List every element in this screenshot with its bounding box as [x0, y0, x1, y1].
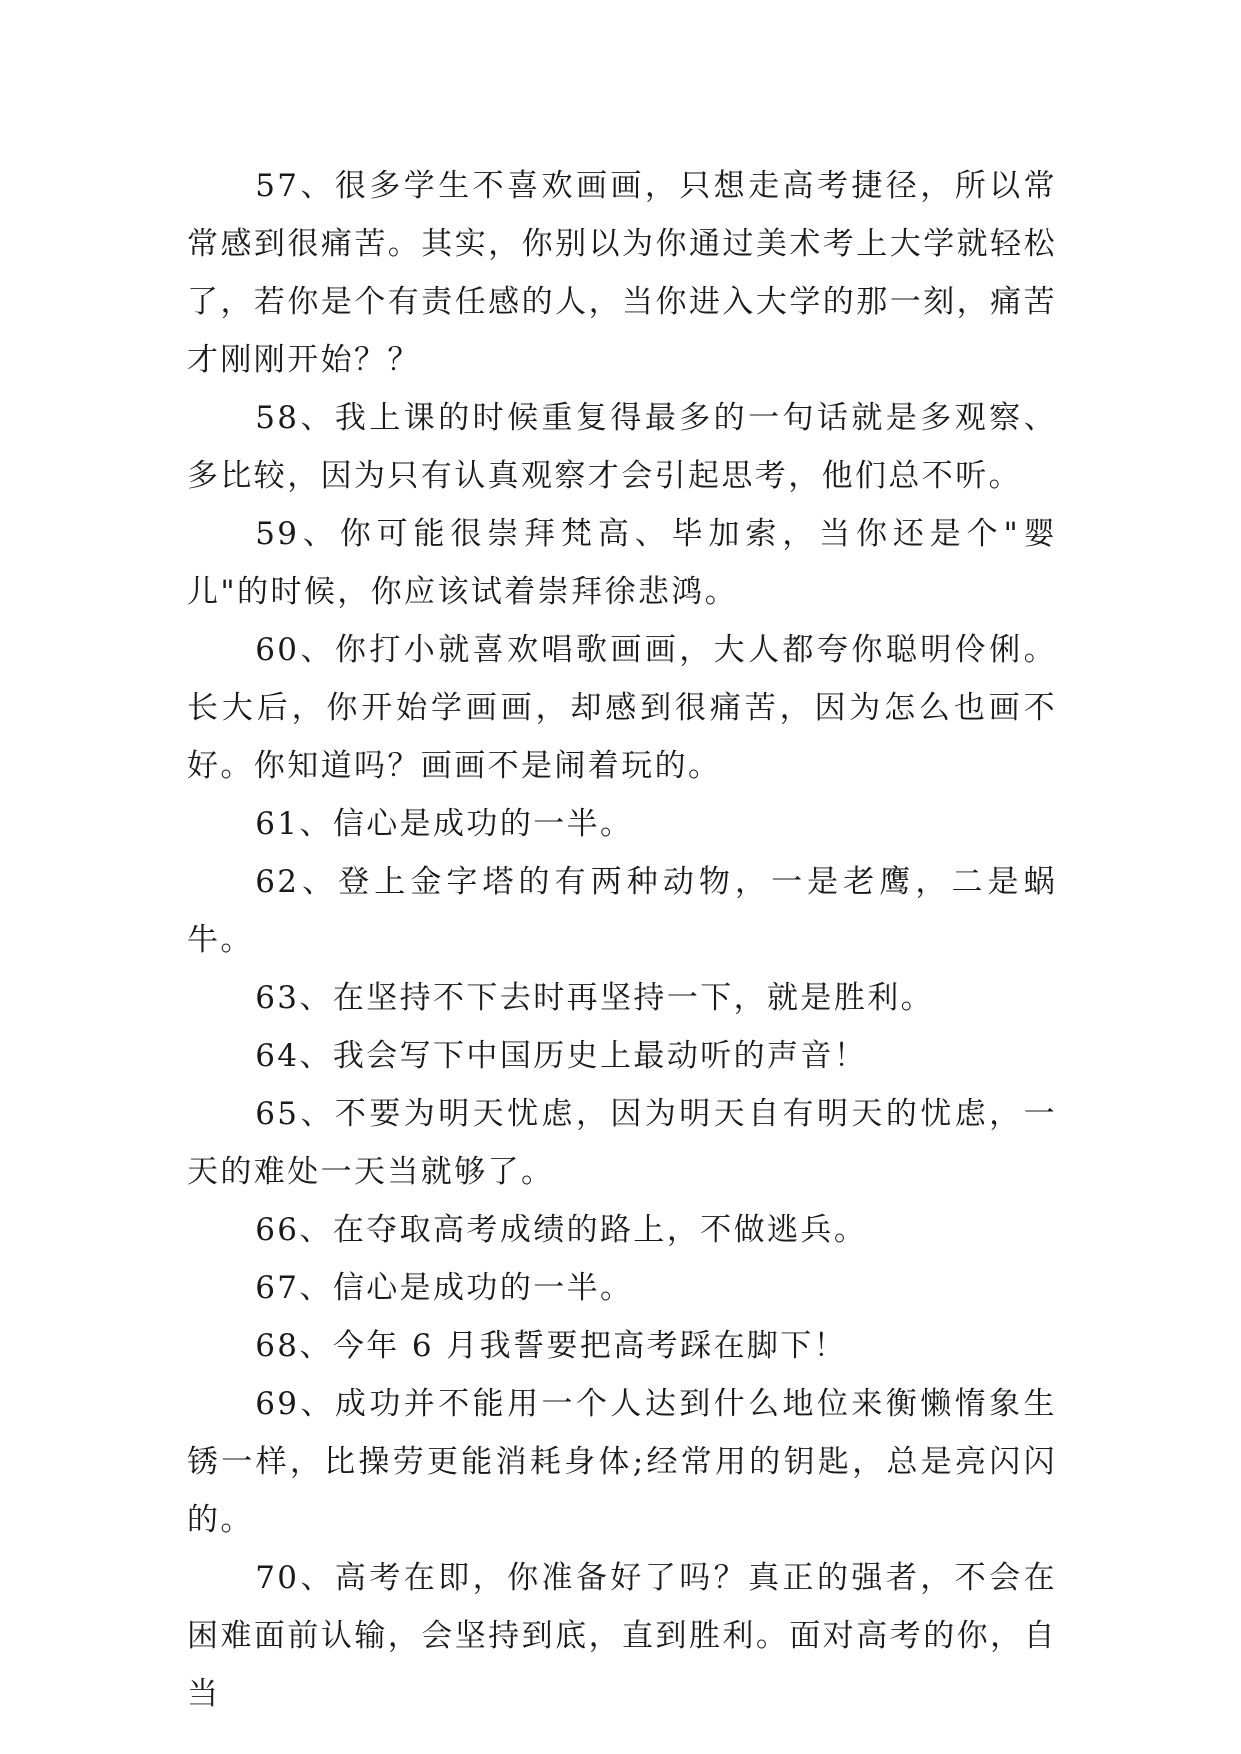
paragraph-63: 63、在坚持不下去时再坚持一下，就是胜利。	[255, 980, 935, 1016]
paragraph-64: 64、我会写下中国历史上最动听的声音！	[255, 1038, 868, 1074]
paragraph-58: 58、我上课的时候重复得最多的一句话就是多观察、多比较，因为只有认真观察才会引起思考，他们总不听。	[187, 400, 1057, 494]
paragraph-65: 65、不要为明天忧虑，因为明天自有明天的忧虑，一天的难处一天当就够了。	[187, 1096, 1057, 1190]
paragraph-68: 68、今年 6 月我誓要把高考踩在脚下！	[255, 1328, 848, 1364]
paragraph-60: 60、你打小就喜欢唱歌画画，大人都夸你聪明伶俐。长大后，你开始学画画，却感到很痛苦，因为怎么也画不好。你知道吗？画画不是闹着玩的。	[187, 632, 1057, 784]
paragraph-69: 69、成功并不能用一个人达到什么地位来衡懒惰象生锈一样，比操劳更能消耗身体;经常用的钥匙，总是亮闪闪的。	[187, 1386, 1057, 1538]
document-body	[187, 157, 1057, 1723]
paragraph-59: 59、你可能很崇拜梵高、毕加索，当你还是个"婴儿"的时候，你应该试着崇拜徐悲鸿。	[187, 516, 1057, 610]
paragraph-70: 70、高考在即，你准备好了吗？真正的强者，不会在困难面前认输，会坚持到底，直到胜利。面对高考的你，自当	[187, 1560, 1057, 1712]
paragraph-67: 67、信心是成功的一半。	[255, 1270, 634, 1306]
paragraph-62: 62、登上金字塔的有两种动物，一是老鹰，二是蜗牛。	[187, 864, 1057, 958]
paragraph-61: 61、信心是成功的一半。	[255, 806, 634, 842]
paragraph-57: 57、很多学生不喜欢画画，只想走高考捷径，所以常常感到很痛苦。其实，你别以为你通过美术考上大学就轻松了，若你是个有责任感的人，当你进入大学的那一刻，痛苦才刚刚开始？？	[187, 168, 1057, 378]
paragraph-66: 66、在夺取高考成绩的路上，不做逃兵。	[255, 1212, 868, 1248]
